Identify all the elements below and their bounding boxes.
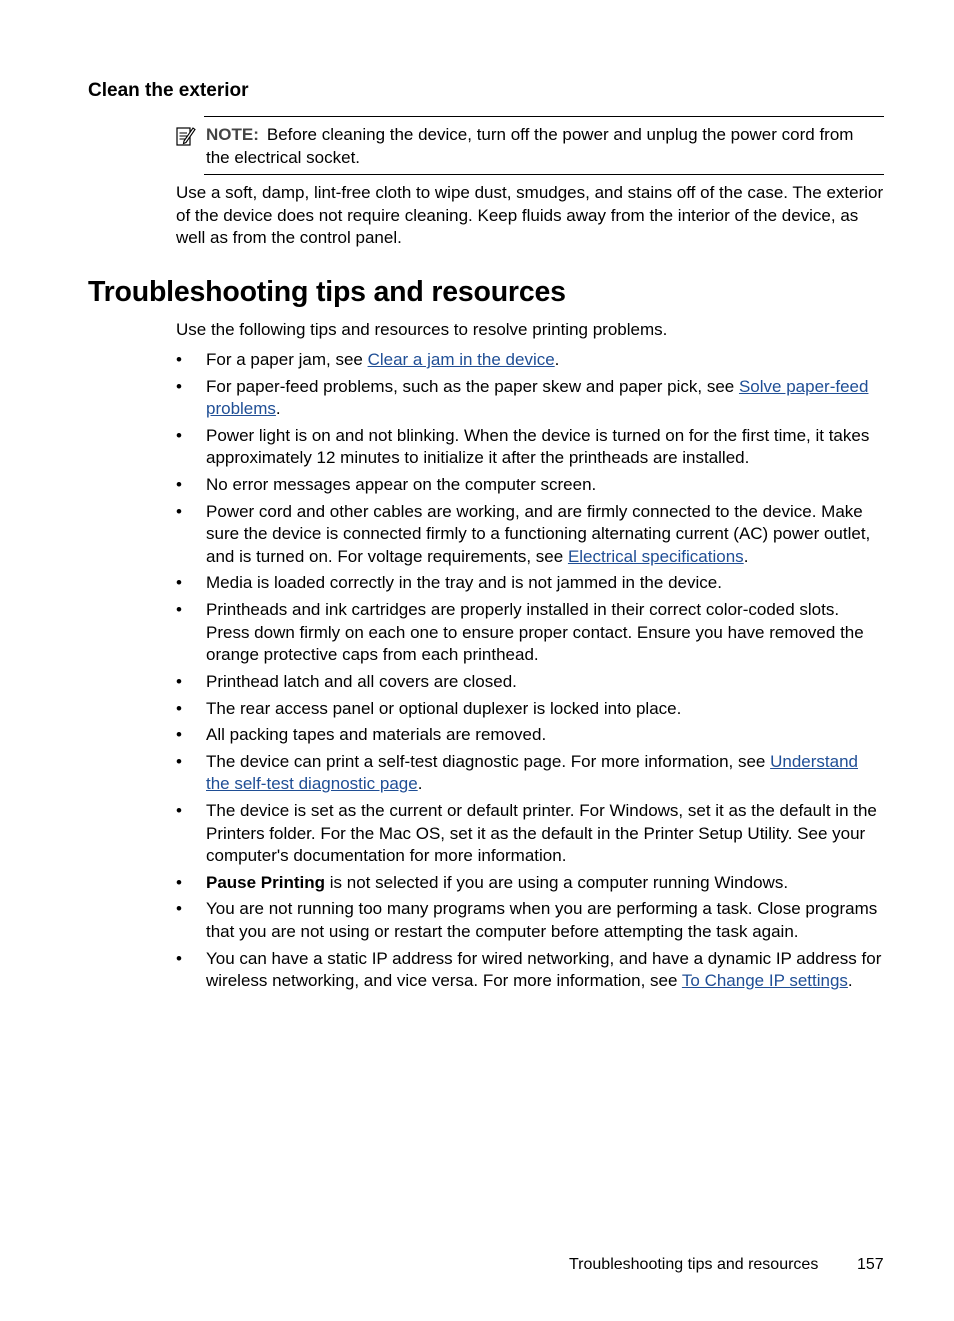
tips-list — [176, 349, 886, 997]
bullet: • — [176, 501, 182, 521]
note-box — [176, 116, 884, 175]
bullet: • — [176, 350, 182, 369]
footer-section-title: Troubleshooting tips and resources — [569, 1256, 819, 1273]
bullet: • — [176, 899, 182, 919]
bullet: • — [176, 751, 182, 771]
item-text: Printhead latch and all covers are closed. — [206, 671, 517, 691]
link-paper-feed[interactable]: Solve paper-feed problems — [206, 376, 869, 419]
list-item — [176, 898, 886, 943]
bullet: • — [176, 573, 182, 593]
item-text: Media is loaded correctly in the tray and is not jammed in the device. — [206, 573, 722, 593]
list-item — [176, 425, 886, 470]
section-heading: Clean the exterior — [88, 80, 249, 101]
note-text — [206, 124, 878, 169]
item-text: All packing tapes and materials are removed. — [206, 725, 547, 745]
item-text: Power cord and other cables are working, and are firmly connected to the device. Make sure the device is connected firmly to a functioning alternating current (AC) power outlet, and is turned on. For voltage requirements, see — [206, 501, 871, 566]
item-suffix: . — [743, 546, 749, 566]
list-item — [176, 948, 886, 993]
page-number: 157 — [857, 1256, 884, 1273]
note-body: Before cleaning the device, turn off the power and unplug the power cord from the electrical socket. — [206, 125, 854, 167]
list-item — [176, 671, 886, 694]
bullet: • — [176, 671, 182, 691]
list-item — [176, 599, 886, 667]
item-text: Power light is on and not blinking. When the device is turned on for the first time, it takes approximately 12 minutes to initialize it after the printheads are installed. — [206, 425, 870, 468]
bullet: • — [176, 600, 182, 620]
item-text: No error messages appear on the computer screen. — [206, 475, 597, 495]
item-text: The device is set as the current or default printer. For Windows, set it as the default in the Printers folder. For the Mac OS, set it as the default in the Printer Setup Utility. See your computer's documentation for more information. — [206, 801, 877, 866]
list-item — [176, 751, 886, 796]
link-self-test-page[interactable]: Understand the self-test diagnostic page — [206, 751, 859, 794]
list-item — [176, 800, 886, 868]
note-label: NOTE: — [206, 125, 259, 144]
item-suffix: . — [847, 971, 853, 991]
item-suffix: . — [417, 774, 423, 794]
list-item — [176, 349, 886, 372]
bullet: • — [176, 376, 182, 396]
clean-paragraph: Use a soft, damp, lint-free cloth to wipe dust, smudges, and stains off of the case. The exterior of the device does not require cleaning. Keep fluids away from the interior of the device, as well as from the control panel. — [176, 183, 884, 247]
list-item — [176, 872, 886, 895]
list-item — [176, 724, 886, 747]
list-item — [176, 698, 886, 721]
intro-text: Use the following tips and resources to resolve printing problems. — [176, 320, 668, 339]
bullet: • — [176, 475, 182, 495]
item-text: For paper-feed problems, such as the paper skew and paper pick, see — [206, 376, 739, 396]
bullet: • — [176, 425, 182, 445]
note-pencil-icon — [176, 125, 196, 147]
item-text: The device can print a self-test diagnostic page. For more information, see — [206, 751, 771, 771]
item-suffix: . — [275, 399, 281, 419]
item-text: is not selected if you are using a computer running Windows. — [325, 872, 789, 892]
bullet: • — [176, 801, 182, 821]
bullet: • — [176, 698, 182, 718]
list-item — [176, 474, 886, 497]
list-item — [176, 376, 886, 421]
list-item — [176, 501, 886, 569]
pause-printing-term: Pause Printing — [206, 872, 326, 892]
item-text: You are not running too many programs when you are performing a task. Close programs that you are not using or restart the computer before attempting the task again. — [206, 899, 878, 941]
link-change-ip-settings[interactable]: To Change IP settings — [681, 971, 848, 991]
bullet: • — [176, 872, 182, 892]
bullet: • — [176, 725, 182, 745]
item-text: You can have a static IP address for wired networking, and have a dynamic IP address for wireless networking, and vice versa. For more information, see — [206, 948, 882, 991]
link-electrical-specs[interactable]: Electrical specifications — [567, 546, 744, 566]
item-text: Printheads and ink cartridges are properly installed in their correct color-coded slots. Press down firmly on each one to ensure proper contact. Ensure you have removed the orange protective caps from each printhead. — [206, 600, 864, 665]
page-title: Troubleshooting tips and resources — [88, 276, 566, 308]
item-text: The rear access panel or optional duplexer is locked into place. — [206, 698, 682, 718]
list-item — [176, 572, 886, 595]
link-clear-jam[interactable]: Clear a jam in the device — [367, 350, 555, 369]
bullet: • — [176, 948, 182, 968]
item-text: For a paper jam, see — [206, 350, 368, 369]
item-suffix: . — [554, 350, 560, 369]
